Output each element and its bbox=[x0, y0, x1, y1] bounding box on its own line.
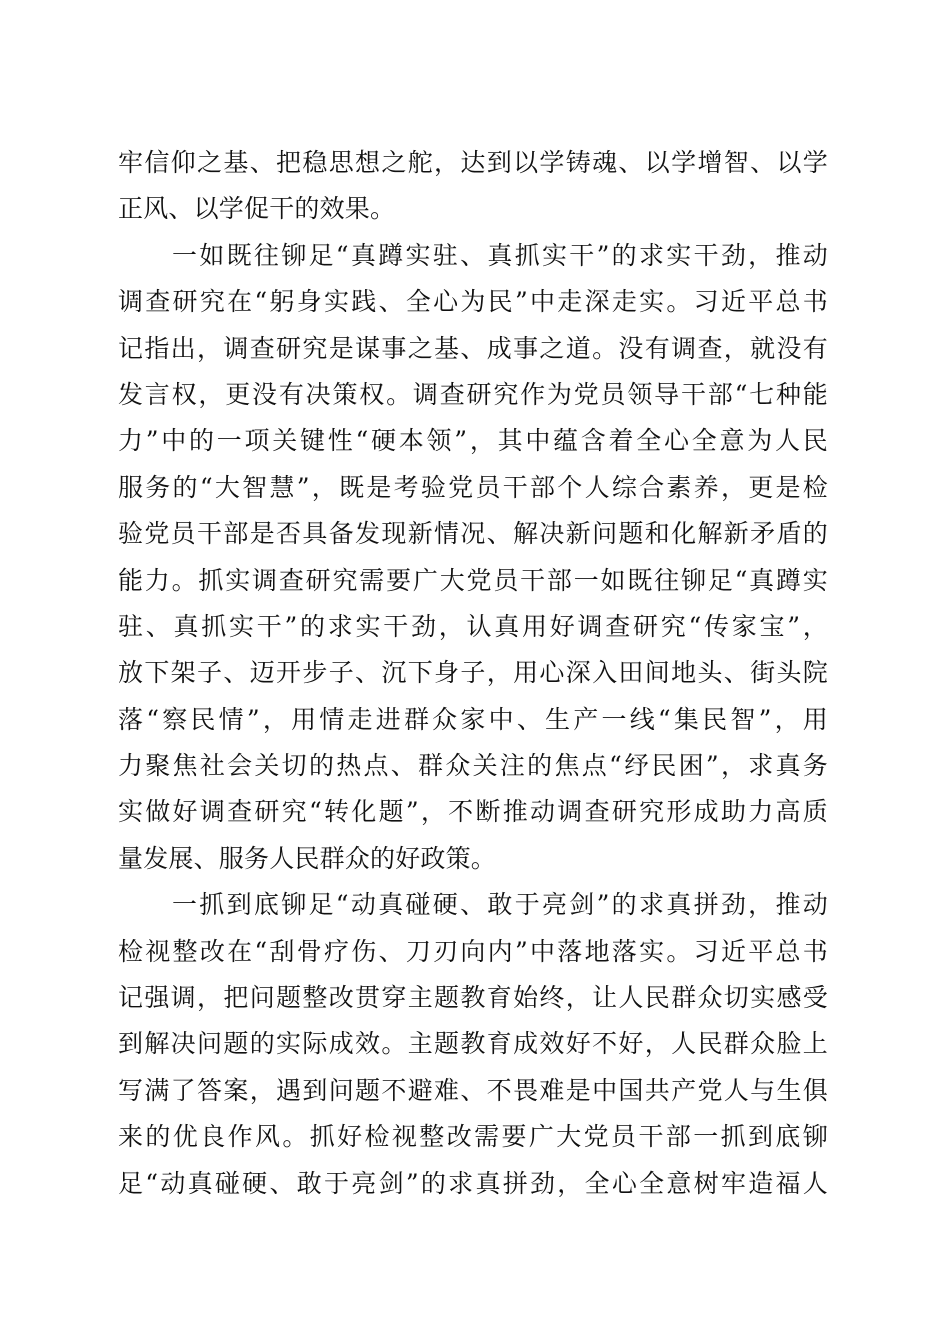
text-line: 正风、以学促干的效果。 bbox=[118, 194, 396, 224]
text-line: 发言权，更没有决策权。调查研究作为党员领导干部“七种能 bbox=[118, 379, 828, 409]
text-line: 到解决问题的实际成效。主题教育成效好不好，人民群众脸上 bbox=[118, 1029, 828, 1059]
text-line: 力聚焦社会关切的热点、群众关注的焦点“纾民困”，求真务 bbox=[118, 751, 828, 781]
text-line: 服务的“大智慧”，既是考验党员干部个人综合素养，更是检 bbox=[118, 472, 828, 502]
text-line: 落“察民情”，用情走进群众家中、生产一线“集民智”，用 bbox=[118, 704, 828, 734]
text-line: 记指出，调查研究是谋事之基、成事之道。没有调查，就没有 bbox=[118, 333, 828, 363]
text-line: 量发展、服务人民群众的好政策。 bbox=[118, 843, 497, 873]
text-line: 检视整改在“刮骨疗伤、刀刃向内”中落地落实。习近平总书 bbox=[118, 936, 828, 966]
text-line: 足“动真碰硬、敢于亮剑”的求真拼劲，全心全意树牢造福人 bbox=[118, 1168, 828, 1198]
text-line: 放下架子、迈开步子、沉下身子，用心深入田间地头、街头院 bbox=[118, 658, 828, 688]
text-line: 牢信仰之基、把稳思想之舵，达到以学铸魂、以学增智、以学 bbox=[118, 148, 828, 177]
text-line: 力”中的一项关键性“硬本领”，其中蕴含着全心全意为人民 bbox=[118, 426, 828, 456]
document-body bbox=[118, 140, 828, 1207]
text-line: 来的优良作风。抓好检视整改需要广大党员干部一抓到底铆 bbox=[118, 1122, 828, 1152]
text-line: 能力。抓实调查研究需要广大党员干部一如既往铆足“真蹲实 bbox=[118, 565, 828, 595]
text-line: 写满了答案，遇到问题不避难、不畏难是中国共产党人与生俱 bbox=[118, 1075, 828, 1105]
text-line: 记强调，把问题整改贯穿主题教育始终，让人民群众切实感受 bbox=[118, 983, 828, 1013]
text-line: 一抓到底铆足“动真碰硬、敢于亮剑”的求真拼劲，推动 bbox=[172, 890, 828, 920]
text-line: 实做好调查研究“转化题”，不断推动调查研究形成助力高质 bbox=[118, 797, 828, 827]
text-line: 调查研究在“躬身实践、全心为民”中走深走实。习近平总书 bbox=[118, 287, 828, 317]
text-line: 一如既往铆足“真蹲实驻、真抓实干”的求实干劲，推动 bbox=[172, 240, 828, 270]
text-line: 验党员干部是否具备发现新情况、解决新问题和化解新矛盾的 bbox=[118, 519, 828, 549]
text-line: 驻、真抓实干”的求实干劲，认真用好调查研究“传家宝”， bbox=[118, 611, 828, 641]
